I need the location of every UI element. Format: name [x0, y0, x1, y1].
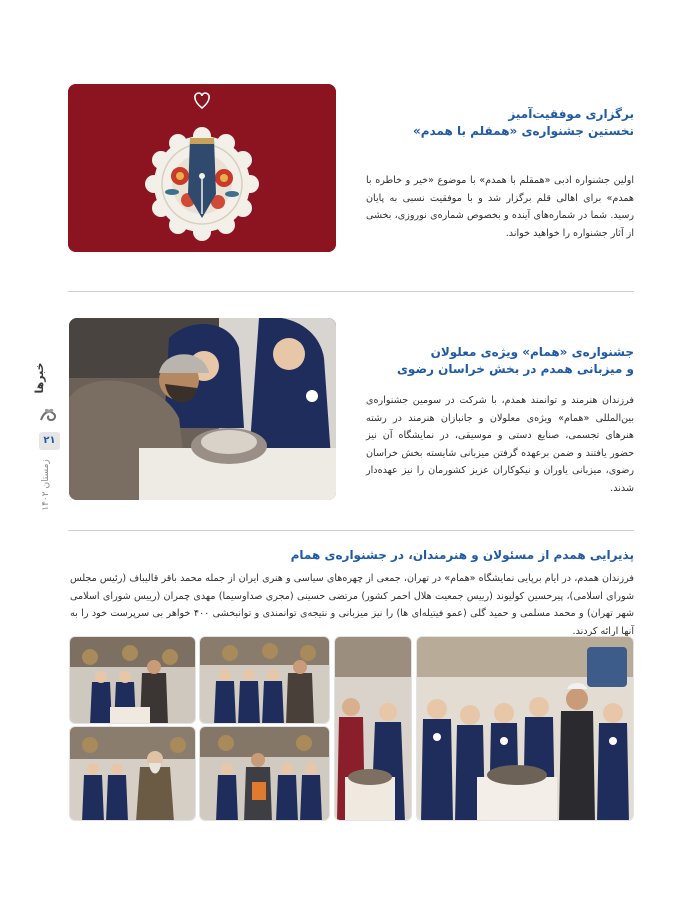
- hamdam-logo-icon: [38, 405, 60, 427]
- hamqalam-emblem-illustration: [68, 84, 336, 252]
- article1-title-line1: برگزاری موفقیت‌آمیز: [508, 107, 634, 121]
- section-divider: [68, 530, 634, 531]
- exhibition-photo: [199, 636, 330, 724]
- exhibition-photo: [334, 636, 412, 821]
- exhibition-photo: [199, 726, 330, 821]
- hamam-workshop-photo: [69, 318, 336, 500]
- festival-banner-image: [68, 84, 336, 252]
- article1-title-line2: نخستین جشنواره‌ی «همقلم با همدم»: [413, 124, 634, 138]
- article1-title: [360, 106, 634, 140]
- exhibition-photo: [416, 636, 634, 821]
- issue-date: زمستان ۱۴۰۲: [41, 459, 51, 511]
- article2-title-line2: و میزبانی همدم در بخش خراسان رضوی: [396, 362, 634, 376]
- article1-body: اولین جشنواره ادبی «همقلم با همدم» با موضوع «خیر و خاطره با همدم» برای اهالی قلم برگزار شد و با موفقیت نسبی به پایان رسید. شما در شماره‌های آینده و بخصوص شماره‌ی نوروزی، بخشی از آثار جشنواره را خواهید خواند.: [366, 175, 634, 239]
- section-divider: [68, 291, 634, 292]
- article2-body: فرزندان هنرمند و توانمند همدم، با شرکت در سومین جشنواره‌ی بین‌المللی «همام» ویژه‌ی معلولان و جانبازان هنرمند در رشته هنرهای تجسمی، صنایع دستی و موسیقی، در نمایشگاه آن نیز حضور یافتند و ضمن برعهده گرفتن میزبانی شایسته بخش خراسان رضوی، میزبانی یاوران و نیکوکاران عزیز کشورمان را نیز عهده‌دار شدند.: [366, 395, 634, 494]
- article3-body: فرزندان همدم، در ایام برپایی نمایشگاه «همام» در تهران، جمعی از چهره‌های سیاسی و هنری ایران از جمله محمد باقر قالیباف (رئیس مجلس شورای اسلامی)، پیرحسین کولیوند (رییس جمعیت هلال احمر کشور) مرتضی حسینی (مجری صداوسیما) مهدی چمران (رییس شورای اسلامی شهر تهران) و محمد مسلمی و حمید گلی (عمو فیتیله‌ای ها) را نیز میزبانی و نتیجه‌ی توانمندی و توانبخشی ۴۰۰ خواهر بی سرپرست خود را به آنها ارائه کردند.: [70, 573, 634, 637]
- exhibition-photo: [69, 726, 196, 821]
- section-label: خبرها: [33, 362, 46, 394]
- page-number: ۲۱: [39, 432, 60, 450]
- article2-title: [360, 344, 634, 378]
- article2-title-line1: جشنواره‌ی «همام» ویژه‌ی معلولان: [430, 345, 634, 359]
- exhibition-photo: [69, 636, 196, 724]
- article3-title: پذیرایی همدم از مسئولان و هنرمندان، در جشنواره‌ی همام: [290, 548, 634, 562]
